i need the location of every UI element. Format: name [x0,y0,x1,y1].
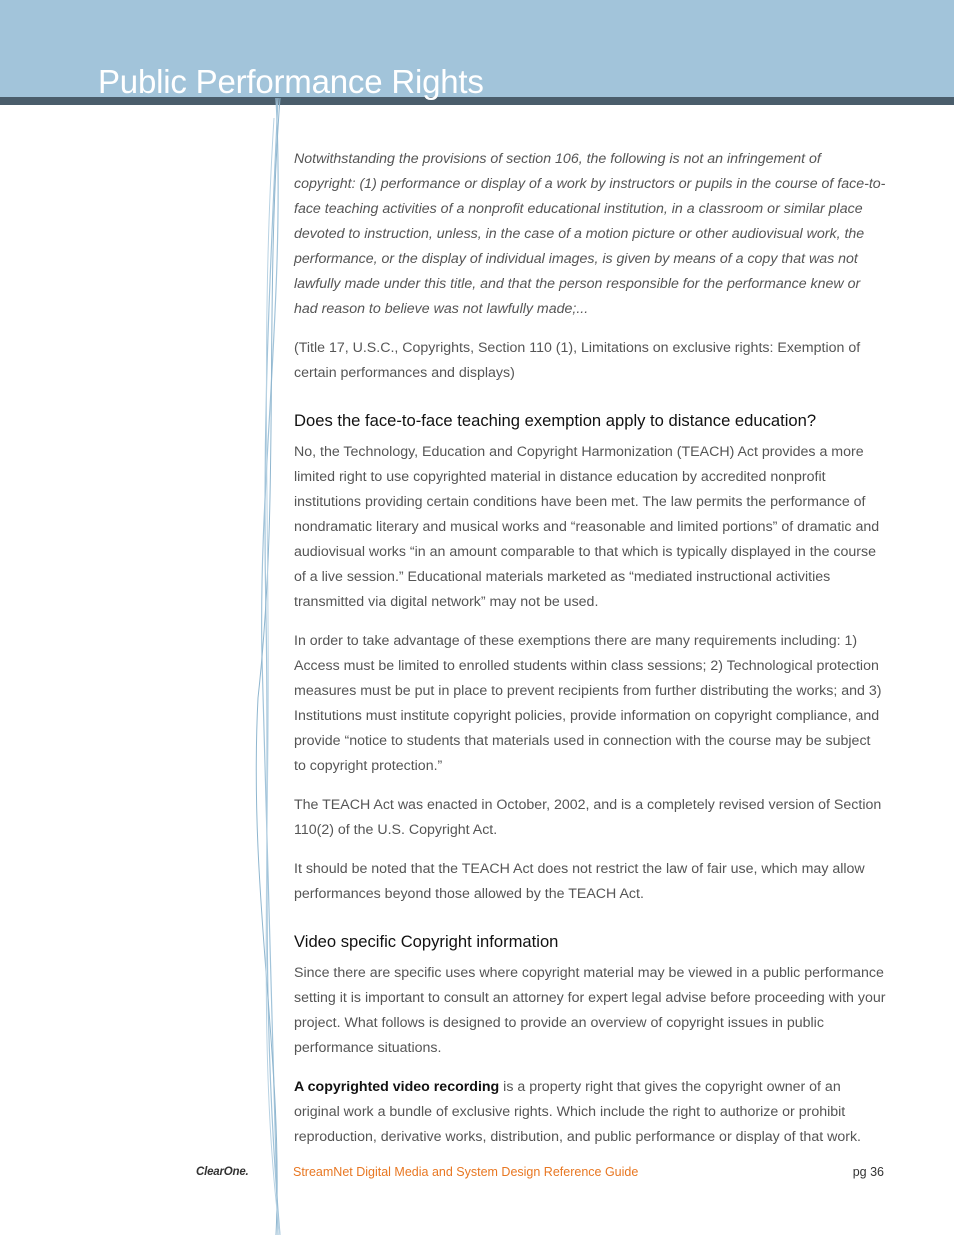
section-heading-video-copyright: Video specific Copyright information [294,932,559,951]
footer-guide-title: StreamNet Digital Media and System Design Reference Guide [293,1165,639,1179]
paragraph-copyrighted-video-text: is a property right that gives the copyright owner of an original work a bundle of exclusive rights. Which include the right to authorize or prohibit reproduction, derivative works, distribution, and public performance or display of that work. [294,1079,861,1145]
section-heading-distance-education: Does the face-to-face teaching exemption apply to distance education? [294,411,817,430]
page-title: Public Performance Rights [98,63,484,100]
statute-citation: (Title 17, U.S.C., Copyrights, Section 110 (1), Limitations on exclusive rights: Exemption of certain performances and displays) [294,340,861,381]
main-content [294,147,886,1164]
term-copyrighted-video: A copyrighted video recording [294,1079,500,1095]
decorative-wave-lines [240,98,300,1235]
paragraph-copyrighted-video [294,1075,886,1150]
paragraph-public-performance: Since there are specific uses where copyright material may be viewed in a public performance setting it is important to consult an attorney for expert legal advise before proceeding with your project. What follows is designed to provide an overview of copyright issues in public performance situations. [294,965,886,1056]
clearone-logo: ClearOne. [196,1166,249,1178]
statute-quote: Notwithstanding the provisions of section 106, the following is not an infringement of copyright: (1) performance or display of a work by instructors or pupils in the course of face-to-face teaching activities of a nonprofit educational institution, in a classroom or similar place devoted to instruction, unless, in the case of a motion picture or other audiovisual work, the performance, or the display of individual images, is given by means of a copy that was not lawfully made under this title, and that the person responsible for the performance knew or had reason to believe was not lawfully made;... [294,151,886,317]
paragraph-enactment: The TEACH Act was enacted in October, 2002, and is a completely revised version of Section 110(2) of the U.S. Copyright Act. [294,797,882,838]
page-number: pg 36 [852,1165,884,1179]
paragraph-requirements: In order to take advantage of these exemptions there are many requirements including: 1) Access must be limited to enrolled students within class sessions; 2) Technological protection measures must be put in place to prevent recipients from further distributing the works; and 3) Institutions must institute copyright policies, provide information on copyright compliance, and provide “notice to students that materials used in connection with the course may be subject to copyright protection.” [294,633,882,774]
paragraph-fair-use: It should be noted that the TEACH Act does not restrict the law of fair use, which may allow performances beyond those allowed by the TEACH Act. [294,861,865,902]
paragraph-teach-act: No, the Technology, Education and Copyright Harmonization (TEACH) Act provides a more limited right to use copyrighted material in distance education by accredited nonprofit institutions providing certain conditions have been met. The law permits the performance of nondramatic literary and musical works and “reasonable and limited portions” of dramatic and audiovisual works “in an amount comparable to that which is typically displayed in the course of a live session.” Educational materials marketed as “mediated instructional activities transmitted via digital network” may not be used. [294,444,880,610]
